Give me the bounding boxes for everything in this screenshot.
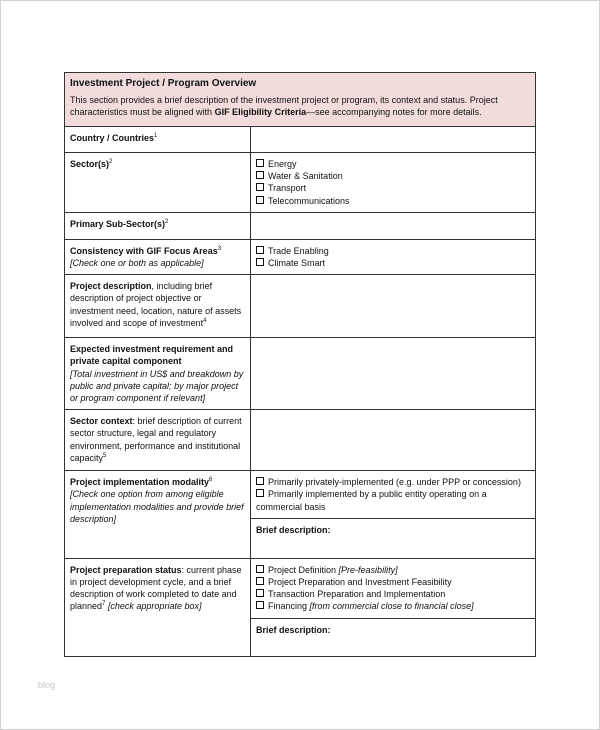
focus-option-trade[interactable]: Trade Enabling [256,245,530,257]
preparation-row [65,558,536,618]
sector-options [251,153,536,213]
checkbox-icon[interactable] [256,489,264,497]
prep-option-financing[interactable]: Financing [from commercial close to financial close] [256,600,530,612]
checkbox-icon[interactable] [256,565,264,573]
prep-option-definition[interactable]: Project Definition [Pre-feasibility] [256,564,530,576]
description-field[interactable] [251,275,536,338]
preparation-note: [check appropriate box] [107,601,202,612]
description-label: Project description, including brief description of project objective or investment need, location, nature of assets involved and scope of investment$^4$ [65,275,251,338]
gif-eligibility-criteria: GIF Eligibility Criteria [214,107,307,118]
sector-option-telecom[interactable]: Telecommunications [256,195,530,207]
checkbox-icon[interactable] [256,159,264,167]
checkbox-icon[interactable] [256,589,264,597]
modality-brief-field[interactable] [251,518,536,558]
modality-row [65,471,536,519]
checkbox-icon[interactable] [256,171,264,179]
subsector-label: Primary Sub-$Sector(s)^2$ [65,212,251,239]
modality-note: [Check one option from among eligible implementation modalities and provide brief description] [70,489,244,524]
country-label: Country / Countries$^1$ [65,127,251,153]
focus-row [65,239,536,274]
prep-option-transaction[interactable]: Transaction Preparation and Implementation [256,588,530,600]
sector-option-energy[interactable]: Energy [256,158,530,170]
sector-context-field[interactable] [251,410,536,471]
focus-label: Consistency with GIF Focus Areas$^3$ [Check one or both as applicable] [65,239,251,274]
country-row [65,127,536,153]
brief-description-label: Brief description: [256,524,331,535]
sector-context-label: Sector context: brief description of current sector structure, legal and regulatory environment, performance and institutional capacity$^5$ [65,410,251,471]
focus-options [251,239,536,274]
investment-row [65,338,536,410]
preparation-options [251,558,536,618]
country-field[interactable] [251,127,536,153]
description-row [65,275,536,338]
investment-field[interactable] [251,338,536,410]
prep-option-feasibility[interactable]: Project Preparation and Investment Feasibility [256,576,530,588]
sector-option-transport[interactable]: Transport [256,182,530,194]
modality-option-private[interactable]: Primarily privately-implemented (e.g. under PPP or concession) [256,476,530,488]
sector-label: $Sector(s)^2$ [65,153,251,213]
investment-note: [Total investment in US$ and breakdown by public and private capital; by major project or program component if relevant] [70,368,244,404]
preparation-label: Project preparation status: current phase in project development cycle, and a brief description of work completed to date and planned$^7$ [check appropriate box] [65,558,251,656]
investment-label: Expected investment requirement and private capital component [Total investment in US$ and breakdown by public and private capital; by major project or program component if relevant] [65,338,251,410]
subsector-field[interactable] [251,212,536,239]
header-cell [65,73,536,127]
project-overview-form [64,72,536,657]
sector-context-row [65,410,536,471]
preparation-brief-field[interactable] [251,618,536,656]
focus-note: [Check one or both as applicable] [70,258,204,269]
checkbox-icon[interactable] [256,258,264,266]
modality-option-public[interactable]: Primarily implemented by a public entity operating on a commercial basis [256,489,487,512]
sector-row [65,153,536,213]
header-row [65,73,536,127]
subsector-row [65,212,536,239]
checkbox-icon[interactable] [256,246,264,254]
brief-description-label: Brief description: [256,624,331,635]
focus-option-climate[interactable]: Climate Smart [256,257,530,269]
modality-label: Project implementation modality$^6$ [Check one option from among eligible implementation modalities and provide brief description] [65,471,251,559]
watermark: blog [38,680,56,690]
section-description: This section provides a brief description of the investment project or program, its context and status. Project characteristics must be aligned with GIF Eligibility Criteria—see accompanying notes for more details. [70,95,498,118]
checkbox-icon[interactable] [256,196,264,204]
sector-option-water[interactable]: Water & Sanitation [256,170,530,182]
checkbox-icon[interactable] [256,601,264,609]
section-title: Investment Project / Program Overview [70,78,257,89]
checkbox-icon[interactable] [256,577,264,585]
checkbox-icon[interactable] [256,477,264,485]
checkbox-icon[interactable] [256,183,264,191]
modality-options [251,471,536,519]
